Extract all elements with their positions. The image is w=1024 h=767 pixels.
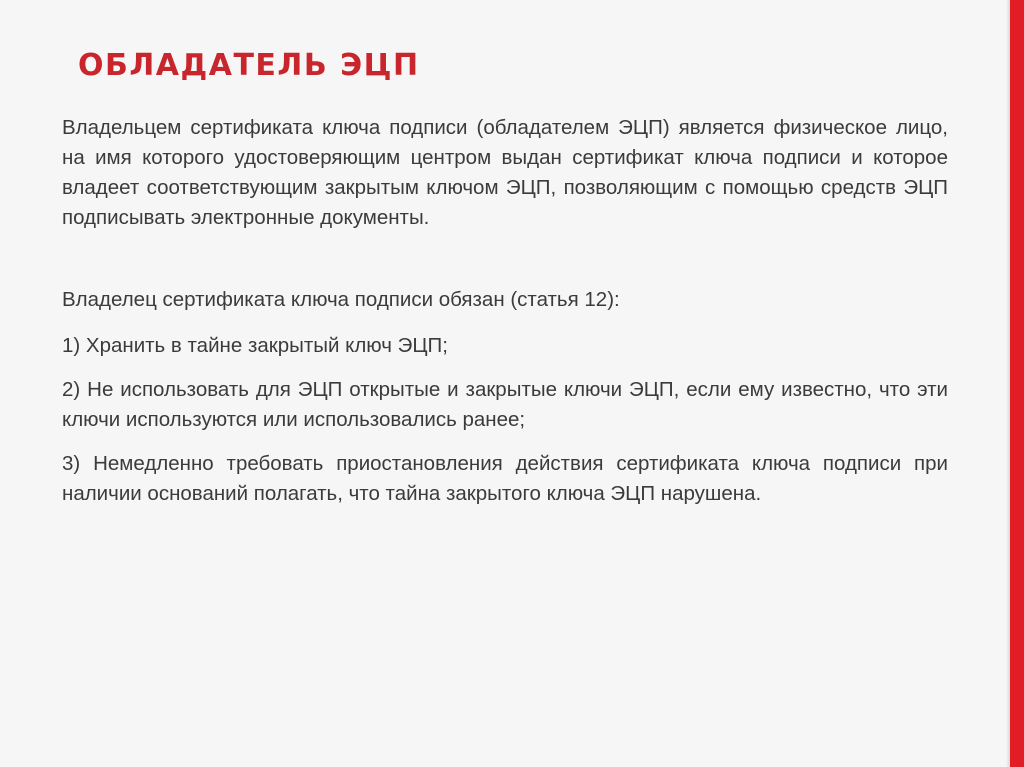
- intro-paragraph: Владельцем сертификата ключа подписи (обладателем ЭЦП) является физическое лицо, на имя которого удостоверяющим центром выдан сертификат ключа подписи и которое владеет соответствующим закрытым ключом ЭЦП, позволяющим с помощью средств ЭЦП подписывать электронные документы.: [62, 116, 948, 229]
- obligation-item: 2) Не использовать для ЭЦП открытые и закрытые ключи ЭЦП, если ему известно, что эти ключи используются или использовались ранее;: [62, 378, 948, 431]
- slide-body: [62, 113, 948, 523]
- accent-bar: [1010, 0, 1024, 767]
- obligations-lead: Владелец сертификата ключа подписи обязан (статья 12):: [62, 288, 620, 311]
- obligation-item: 3) Немедленно требовать приостановления действия сертификата ключа подписи при наличии оснований полагать, что тайна закрытого ключа ЭЦП нарушена.: [62, 452, 948, 505]
- obligation-item: 1) Хранить в тайне закрытый ключ ЭЦП;: [62, 334, 448, 357]
- slide-title: ОБЛАДАТЕЛЬ ЭЦП: [78, 48, 420, 83]
